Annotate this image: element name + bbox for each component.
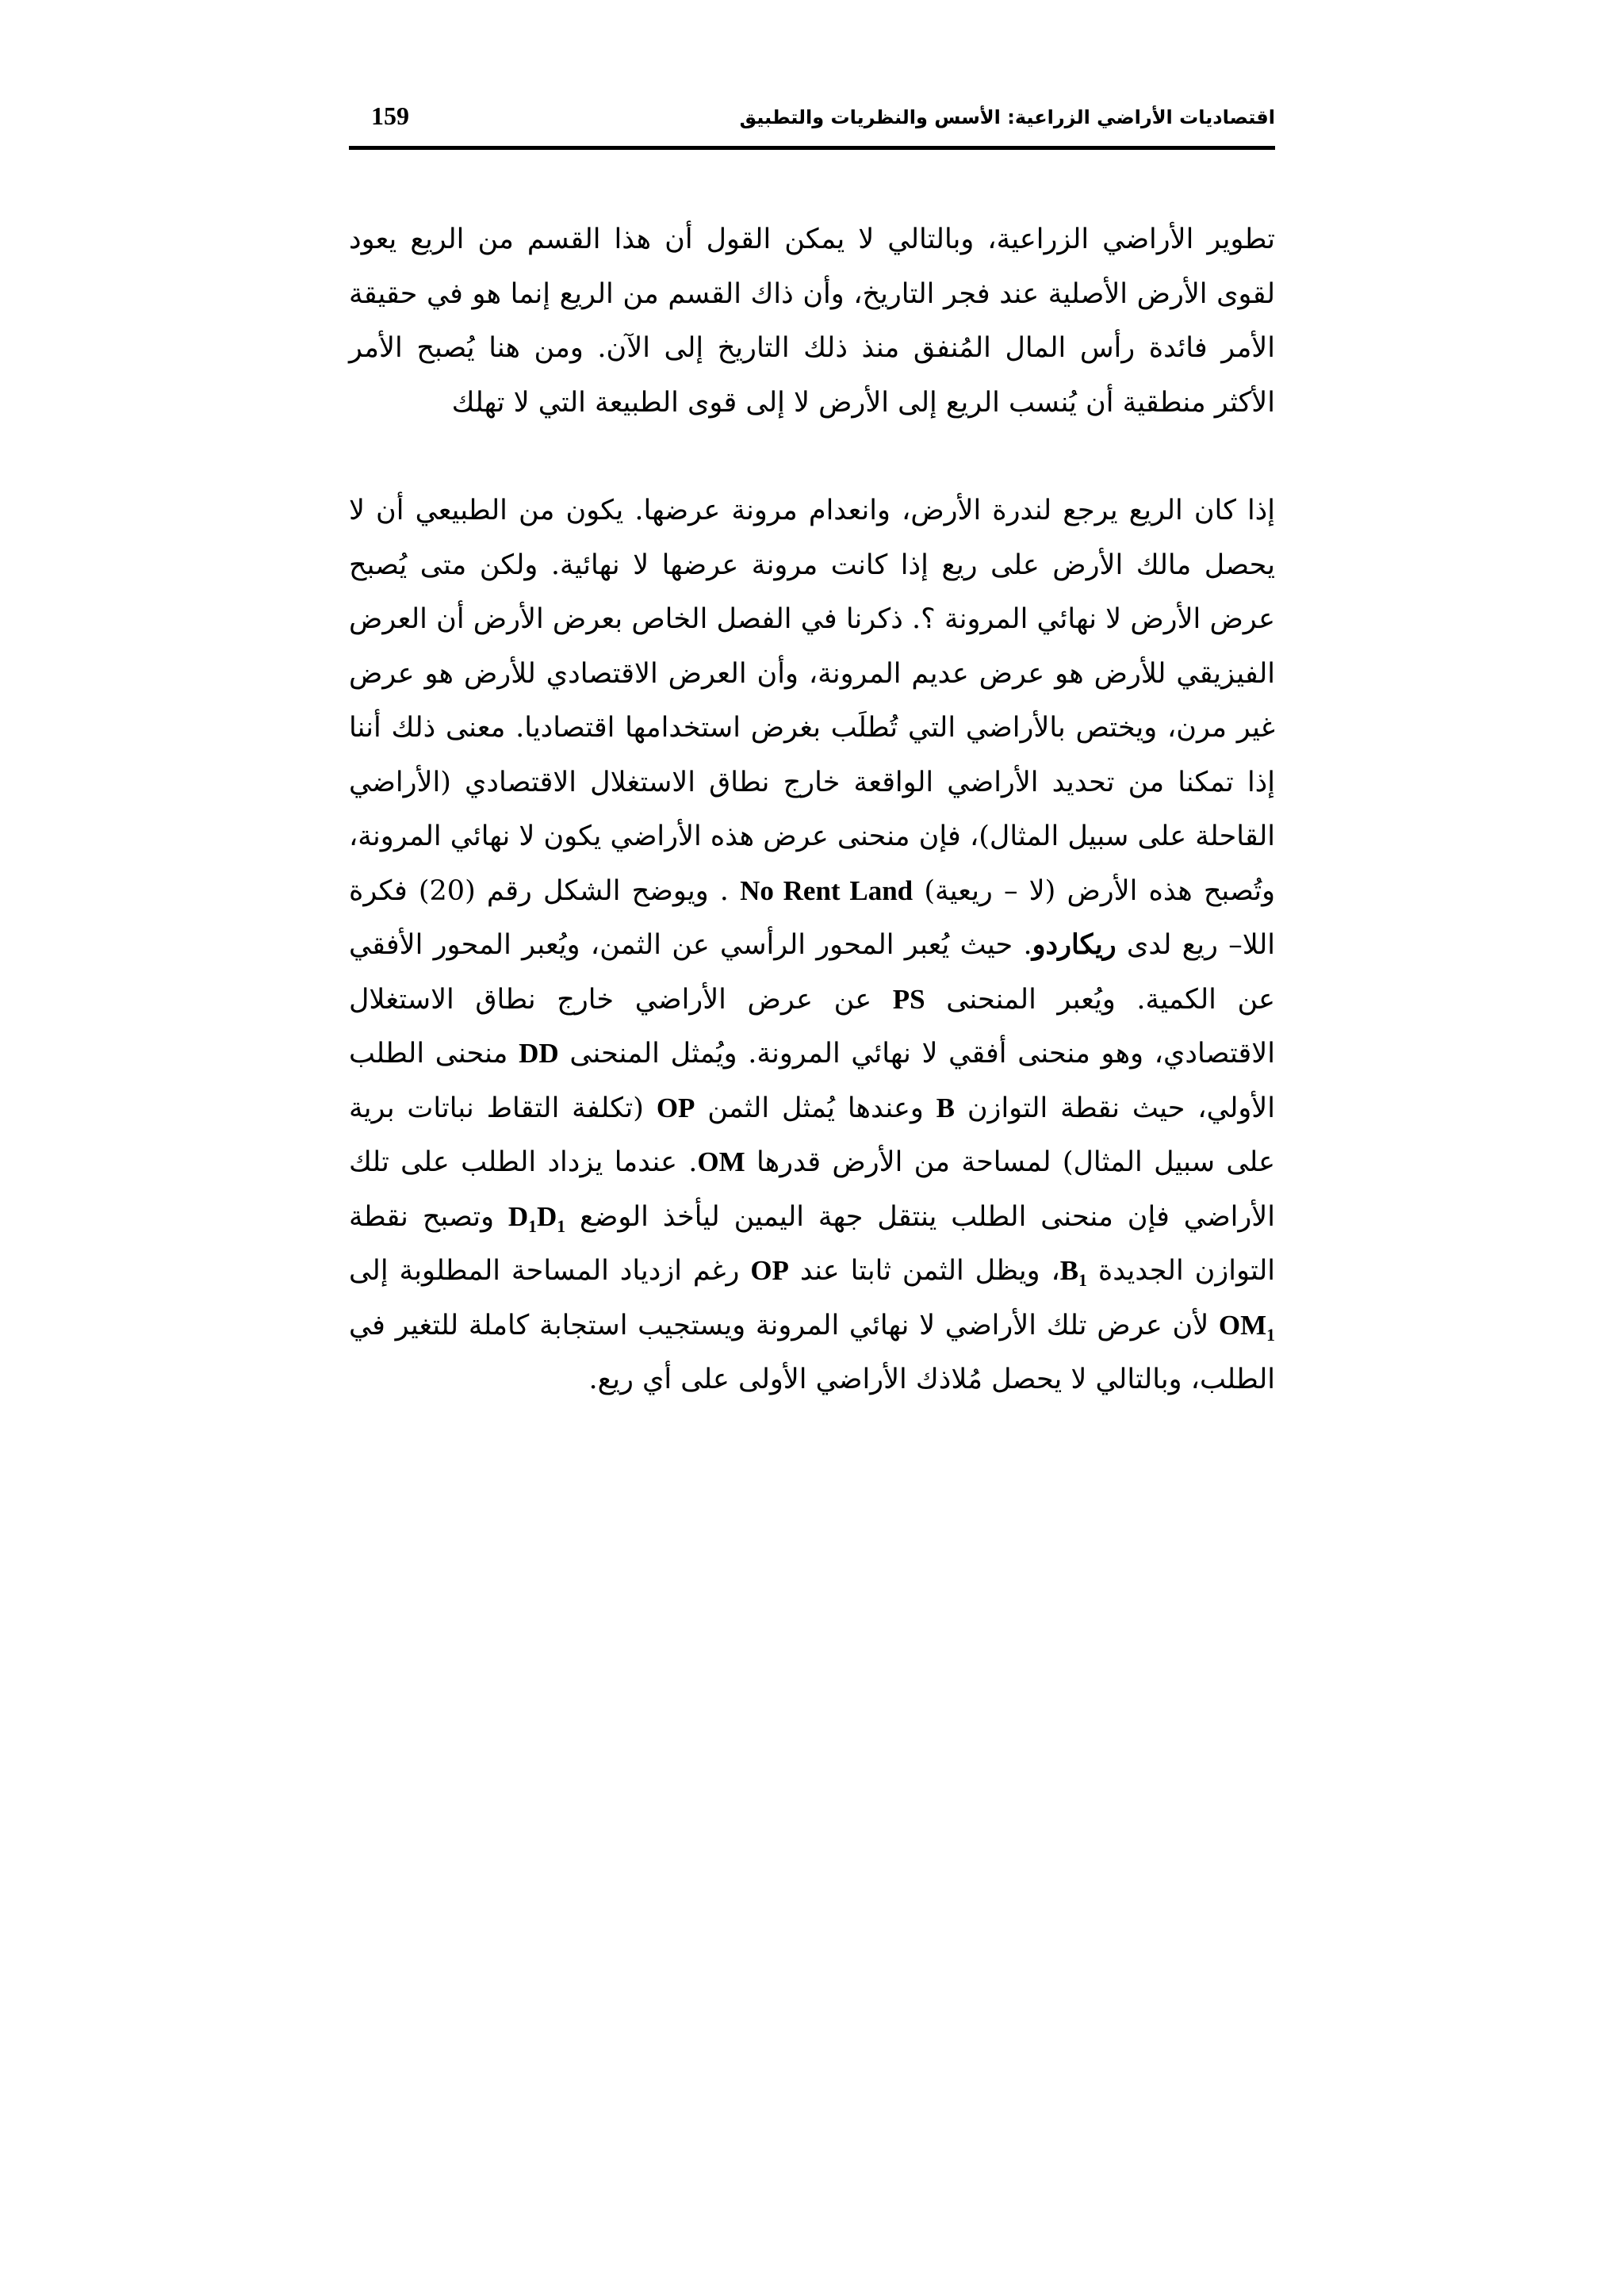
header-rule (349, 146, 1275, 150)
paragraph-1: تطوير الأراضي الزراعية، وبالتالي لا يمكن القول أن هذا القسم من الريع يعود لقوى الأرض الأصلية عند فجر التاريخ، وأن ذاك القسم من الريع إنما هو في حقيقة الأمر فائدة رأس المال المُنفق منذ ذلك التاريخ إلى الآن. ومن هنا يُصبح الأمر الأكثر منطقية أن يُنسب الريع إلى الأرض لا إلى قوى الطبيعة التي لا تهلك (349, 224, 1275, 419)
paragraph-2-text: (تكلفة التقاط نباتات برية على سبيل المثال) لمساحة من الأرض قدرها (349, 1092, 1275, 1178)
paragraph-2-text: . حيث يُعبر المحور الرأسي عن الثمن، ويُعبر المحور الأفقي عن الكمية. ويُعبر المنحنى (349, 929, 1275, 1016)
paragraph-2-text: . عندما يزداد الطلب على تلك الأراضي فإن منحنى الطلب ينتقل جهة اليمين ليأخذ الوضع (349, 1146, 1275, 1233)
symbol-d1d1-base-b: D (537, 1200, 557, 1232)
paragraph-2-text: وعندها يُمثل الثمن (707, 1092, 924, 1124)
paragraph-2-text: رغم ازدياد المساحة المطلوبة إلى (349, 1255, 740, 1287)
paragraph-2-text: ، ويظل الثمن ثابتا عند (799, 1255, 1060, 1287)
paragraph-2-text: إذا كان الريع يرجع لندرة الأرض، وانعدام مرونة عرضها. يكون من الطبيعي أن لا يحصل مالك الأرض على ريع إذا كانت مرونة عرضها لا نهائية. ولكن متى يُصبح عرض الأرض لا نهائي المرونة ؟. ذكرنا في الفصل الخاص بعرض الأرض أن العرض الفيزيقي للأرض هو عرض عديم المرونة، وأن العرض الاقتصادي للأرض هو عرض غير مرن، ويختص بالأراضي التي تُطلَب بغرض استخدامها اقتصاديا. معنى ذلك أننا إذا تمكنا من تحديد الأراضي الواقعة خارج نطاق الاستغلال الاقتصادي (الأراضي القاحلة على سبيل المثال)، فإن منحنى عرض هذه الأراضي يكون لا نهائي المرونة، وتُصبح هذه الأرض (لا – ريعية) (349, 495, 1275, 907)
paragraph-2-text: . ويوضح الشكل رقم (20) فكرة اللا– ريع لدى (349, 874, 1275, 961)
symbol-d1d1-base-a: D (508, 1200, 529, 1232)
symbol-d1d1-sub-b: 1 (557, 1216, 566, 1236)
paragraph-2-text: عن عرض الأراضي خارج نطاق الاستغلال الاقتصادي، وهو منحنى أفقي لا نهائي المرونة. ويُمثل المنحنى (349, 983, 1275, 1070)
symbol-dd: DD (519, 1038, 559, 1069)
symbol-d1d1-sub-a: 1 (528, 1216, 538, 1236)
symbol-b: B (936, 1092, 955, 1123)
symbol-b1-base: B (1059, 1255, 1079, 1286)
paragraph-2-text: لأن عرض تلك الأراضي لا نهائي المرونة ويستجيب استجابة كاملة للتغير في الطلب، وبالتالي لا يحصل مُلاذك الأراضي الأولى على أي ريع. (349, 1309, 1275, 1395)
paragraph-2-text: وتصبح نقطة التوازن الجديدة (349, 1200, 1275, 1287)
symbol-op: OP (656, 1092, 695, 1123)
running-title: اقتصاديات الأراضي الزراعية: الأسس والنظريات والتطبيق (739, 106, 1275, 128)
body-text (349, 212, 1275, 1407)
symbol-op: OP (750, 1255, 789, 1286)
symbol-b1-sub: 1 (1078, 1271, 1087, 1290)
term-no-rent-land: No Rent Land (740, 874, 914, 906)
symbol-d1d1 (508, 1200, 566, 1236)
symbol-om1-base: OM (1218, 1309, 1267, 1341)
page-header (349, 98, 1275, 146)
symbol-ps: PS (892, 983, 925, 1015)
symbol-om1-sub: 1 (1266, 1325, 1275, 1345)
symbol-om: OM (697, 1146, 745, 1177)
symbol-b1 (1059, 1255, 1087, 1290)
paragraph-2 (349, 484, 1275, 1407)
symbol-om1 (1218, 1309, 1275, 1345)
page-number: 159 (371, 101, 409, 130)
name-ricardo: ريكاردو (1032, 928, 1116, 961)
paragraph-2-text: منحنى الطلب الأولي، حيث نقطة التوازن (349, 1038, 1275, 1124)
